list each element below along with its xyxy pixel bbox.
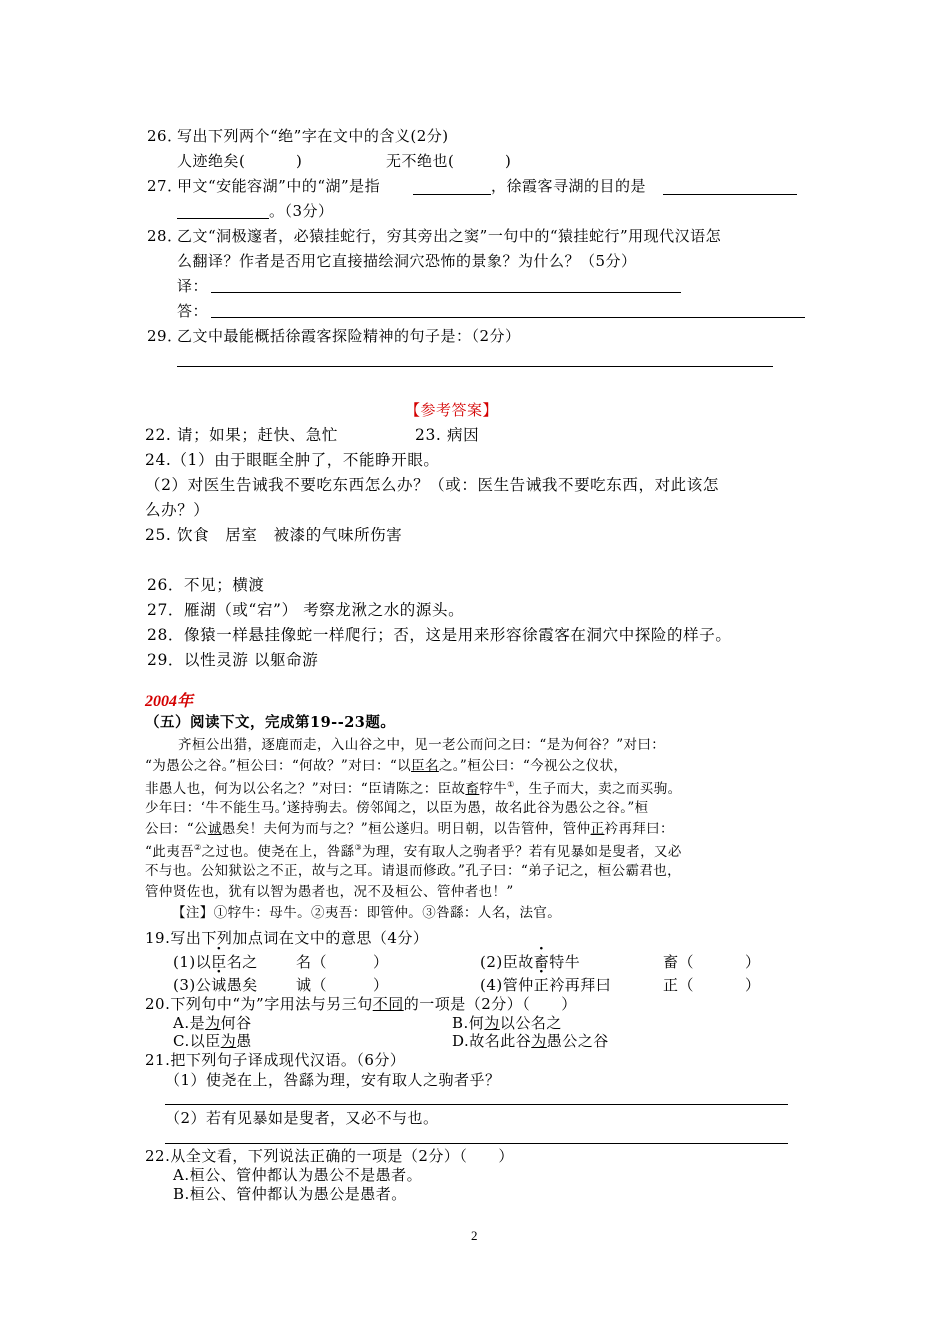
q21-sentence-2: （2）若有见暴如是叟者，又必不与也。: [165, 1109, 439, 1127]
q20-option-a: A.是为何谷: [173, 1014, 252, 1032]
q19-item-1-word: 名（: [296, 953, 328, 971]
q27-text-1: 甲文“安能容湖”中的“湖”是指: [177, 177, 381, 195]
q28-translate-line: [211, 292, 681, 293]
q20-option-b: B.何为以公名之: [452, 1014, 562, 1032]
q29-text: 乙文中最能概括徐霞客探险精神的句子是：（2分）: [177, 327, 521, 345]
passage-line-8: 管仲贤佐也，犹有以智为愚者也，况不及桓公、管仲者也！”: [145, 884, 514, 900]
q26-item-b-close: ): [505, 152, 512, 170]
q28-answer-label: 答：: [177, 302, 209, 320]
q29-number: 29．: [147, 327, 183, 345]
q28-line-1: 乙文“洞极邃者，必猿挂蛇行，穷其旁出之窦”一句中的“猿挂蛇行”用现代汉语怎: [177, 227, 722, 245]
passage-line-6: “此夷吾②之过也。使尧在上，咎繇③为理，安有取人之驹者乎？若有见暴如是叟者，又必: [145, 843, 682, 860]
q22-option-b: B.桓公、管仲都认为愚公是愚者。: [173, 1185, 407, 1203]
answer-26: 26．不见；横渡: [147, 576, 265, 594]
q27-number: 27．: [147, 177, 183, 195]
q22-option-a: A.桓公、管仲都认为愚公不是愚者。: [173, 1166, 423, 1184]
answer-22: 22. 请；如果；赶快、急忙: [145, 426, 338, 444]
q28-answer-line: [211, 317, 805, 318]
q19-item-3-close: ）: [373, 976, 389, 994]
q27-blank-1: [413, 194, 491, 195]
q27-text-3: 。（3分）: [269, 202, 334, 220]
q26-number: 26．: [147, 127, 183, 145]
answer-key-heading: 【参考答案】: [405, 401, 499, 419]
passage-line-2: “为愚公之谷。”桓公曰：“何故？”对曰：“以臣名之。”桓公曰：“今视公之仪状，: [145, 758, 628, 774]
q19-item-4: (4)管仲正衿再拜曰: [480, 976, 612, 994]
q19-item-2: (2)臣故畜特牛: [480, 953, 581, 971]
q27-blank-3: [177, 218, 269, 219]
passage-notes: 【注】①牸牛：母牛。②夷吾：即管仲。③咎繇：人名，法官。: [172, 905, 562, 921]
q19-stem: 19.写出下列加点词在文中的意思（4分）: [145, 929, 429, 947]
answer-24-3: 么办？）: [145, 501, 210, 519]
q21-answer-line-1: [165, 1104, 788, 1105]
answer-24-2: （2）对医生告诫我不要吃东西怎么办？（或：医生告诫我不要吃东西，对此该怎: [145, 476, 719, 494]
answer-24-1: 24.（1）由于眼眶全肿了，不能睁开眼。: [145, 451, 440, 469]
section-heading: （五）阅读下文，完成第19--23题。: [145, 714, 396, 731]
q27-blank-2: [663, 194, 797, 195]
q20-stem: 20.下列句中“为”字用法与另三句不同的一项是（2分）（ ）: [145, 995, 577, 1013]
q20-option-d: D.故名此谷为愚公之谷: [452, 1032, 609, 1050]
q21-stem: 21.把下列句子译成现代汉语。（6分）: [145, 1051, 406, 1069]
q19-item-1: (1)以臣名之: [173, 953, 258, 971]
q26-item-a: 人迹绝矣(: [177, 152, 246, 170]
answer-25: 25. 饮食 居室 被漆的气味所伤害: [145, 526, 403, 544]
q26-item-a-close: ): [296, 152, 303, 170]
q28-translate-label: 译：: [177, 277, 209, 295]
q22-stem: 22.从全文看，下列说法正确的一项是（2分）（ ）: [145, 1147, 514, 1165]
q19-item-4-close: ）: [745, 976, 761, 994]
passage-line-3: 非愚人也，何为以公名之？”对曰：“臣请陈之：臣故畜牸牛①，生子而大，卖之而买驹。: [145, 780, 682, 797]
q19-item-2-word: 畜（: [663, 953, 695, 971]
page-number: 2: [471, 1228, 478, 1243]
q27-text-2: ，徐霞客寻湖的目的是: [491, 177, 647, 195]
q20-option-c: C.以臣为愚: [173, 1032, 252, 1050]
year-heading: 2004年: [145, 693, 194, 710]
q21-sentence-1: （1）使尧在上，咎繇为理，安有取人之驹者乎？: [165, 1071, 501, 1089]
q26-item-b: 无不绝也(: [386, 152, 455, 170]
q19-item-3: (3)公诚愚矣: [173, 976, 258, 994]
q28-line-2: 么翻译？作者是否用它直接描绘洞穴恐怖的景象？为什么？（5分）: [177, 252, 637, 270]
passage-line-1: 齐桓公出猎，逐鹿而走，入山谷之中，见一老公而问之曰：“是为何谷？”对曰：: [178, 737, 666, 753]
q29-answer-line: [177, 366, 773, 367]
passage-line-4: 少年曰：‘牛不能生马。’遂持驹去。傍邻闻之，以臣为愚，故名此谷为愚公之谷。”桓: [145, 800, 649, 816]
q28-number: 28．: [147, 227, 183, 245]
q21-answer-line-2: [165, 1143, 788, 1144]
passage-line-7: 不与也。公知狱讼之不正，故与之耳。请退而修政。”孔子曰：“弟子记之，桓公霸君也，: [145, 863, 682, 879]
passage-line-5: 公曰：“公诚愚矣！夫何为而与之？”桓公遂归。明日朝，以告管仲，管仲正衿再拜曰：: [145, 821, 674, 837]
q19-item-4-word: 正（: [663, 976, 695, 994]
answer-23: 23. 病因: [415, 426, 480, 444]
answer-29: 29．以性灵游 以躯命游: [147, 651, 319, 669]
q19-item-2-close: ）: [745, 953, 761, 971]
answer-27: 27．雁湖（或“宕”） 考察龙湫之水的源头。: [147, 601, 465, 619]
q19-item-1-close: ）: [373, 953, 389, 971]
q19-item-3-word: 诚（: [296, 976, 328, 994]
q26-text: 写出下列两个“绝”字在文中的含义(2分): [177, 127, 449, 145]
answer-28: 28．像猿一样悬挂像蛇一样爬行；否，这是用来形容徐霞客在洞穴中探险的样子。: [147, 626, 732, 644]
